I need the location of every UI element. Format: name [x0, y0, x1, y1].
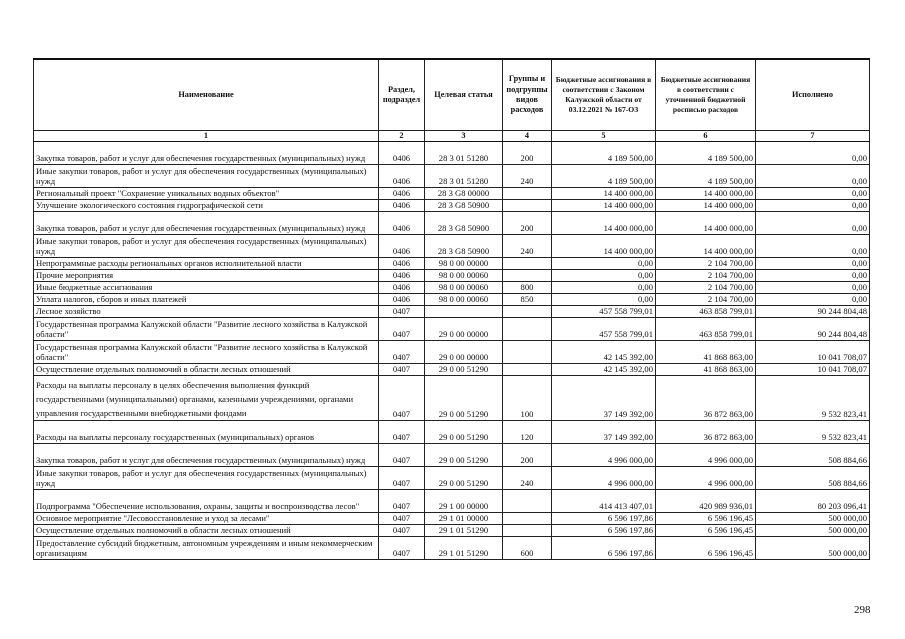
row-section: 0406	[379, 200, 425, 212]
row-target: 29 0 00 51290	[425, 421, 503, 444]
row-section: 0407	[379, 376, 425, 421]
row-updated: 4 996 000,00	[656, 467, 756, 490]
row-target: 28 3 01 51280	[425, 165, 503, 188]
table-row	[34, 490, 870, 513]
row-executed: 508 884,66	[756, 467, 870, 490]
header-row	[34, 59, 870, 131]
row-name: Иные бюджетные ассигнования	[34, 282, 379, 294]
row-updated: 4 189 500,00	[656, 142, 756, 165]
table-row	[34, 165, 870, 188]
row-updated: 4 996 000,00	[656, 444, 756, 467]
row-executed: 500 000,00	[756, 513, 870, 525]
row-name: Предоставление субсидий бюджетным, автономным учреждениям и иным некоммерческим организациям	[34, 537, 379, 560]
row-law: 6 596 197,86	[552, 513, 656, 525]
row-target: 28 3 G8 50900	[425, 212, 503, 235]
column-number: 4	[503, 131, 552, 142]
row-name: Лесное хозяйство	[34, 306, 379, 318]
row-law: 14 400 000,00	[552, 235, 656, 258]
table-row	[34, 341, 870, 364]
row-section: 0406	[379, 258, 425, 270]
row-name: Основное мероприятие "Лесовосстановление и уход за лесами"	[34, 513, 379, 525]
row-law: 0,00	[552, 258, 656, 270]
row-law: 6 596 197,86	[552, 525, 656, 537]
row-target: 28 3 G8 50900	[425, 235, 503, 258]
row-kind	[503, 341, 552, 364]
row-kind	[503, 258, 552, 270]
row-section: 0407	[379, 318, 425, 341]
row-target: 29 0 00 00000	[425, 341, 503, 364]
row-executed: 0,00	[756, 235, 870, 258]
row-law: 42 145 392,00	[552, 341, 656, 364]
row-law: 37 149 392,00	[552, 421, 656, 444]
column-number-row	[34, 131, 870, 142]
row-name: Подпрограмма "Обеспечение использования, охраны, защиты и воспроизводства лесов"	[34, 490, 379, 513]
header-law: Бюджетные ассигнования в соответствии с Законом Калужской области от 03.12.2021 № 167-ОЗ	[552, 59, 656, 131]
row-executed: 500 000,00	[756, 537, 870, 560]
row-section: 0407	[379, 306, 425, 318]
row-kind	[503, 513, 552, 525]
row-target: 29 1 01 51290	[425, 525, 503, 537]
row-law: 0,00	[552, 270, 656, 282]
row-section: 0407	[379, 444, 425, 467]
column-number: 5	[552, 131, 656, 142]
row-kind	[503, 270, 552, 282]
row-section: 0407	[379, 467, 425, 490]
row-law: 14 400 000,00	[552, 212, 656, 235]
page-number: 298	[854, 604, 871, 616]
row-kind	[503, 306, 552, 318]
row-kind: 120	[503, 421, 552, 444]
row-kind: 200	[503, 444, 552, 467]
table-row	[34, 318, 870, 341]
row-target: 29 1 01 00000	[425, 513, 503, 525]
row-name: Региональный проект "Сохранение уникальных водных объектов"	[34, 188, 379, 200]
header-name: Наименование	[34, 59, 379, 131]
row-kind	[503, 188, 552, 200]
row-law: 0,00	[552, 282, 656, 294]
row-name: Осуществление отдельных полномочий в области лесных отношений	[34, 525, 379, 537]
row-executed: 508 884,66	[756, 444, 870, 467]
row-section: 0406	[379, 294, 425, 306]
row-law: 37 149 392,00	[552, 376, 656, 421]
row-section: 0406	[379, 188, 425, 200]
row-executed: 9 532 823,41	[756, 421, 870, 444]
row-kind: 200	[503, 212, 552, 235]
row-updated: 2 104 700,00	[656, 270, 756, 282]
row-name: Иные закупки товаров, работ и услуг для обеспечения государственных (муниципальных) нужд	[34, 165, 379, 188]
row-kind	[503, 364, 552, 376]
row-name: Закупка товаров, работ и услуг для обеспечения государственных (муниципальных) нужд	[34, 142, 379, 165]
row-name: Уплата налогов, сборов и иных платежей	[34, 294, 379, 306]
row-executed: 0,00	[756, 165, 870, 188]
table-row	[34, 270, 870, 282]
row-section: 0406	[379, 212, 425, 235]
row-executed: 9 532 823,41	[756, 376, 870, 421]
row-kind: 100	[503, 376, 552, 421]
row-name: Прочие мероприятия	[34, 270, 379, 282]
table-row	[34, 200, 870, 212]
row-kind	[503, 200, 552, 212]
row-updated: 41 868 863,00	[656, 341, 756, 364]
row-law: 14 400 000,00	[552, 188, 656, 200]
row-executed: 80 203 096,41	[756, 490, 870, 513]
row-section: 0407	[379, 525, 425, 537]
row-updated: 14 400 000,00	[656, 235, 756, 258]
row-updated: 6 596 196,45	[656, 525, 756, 537]
header-executed: Исполнено	[756, 59, 870, 131]
table-row	[34, 537, 870, 560]
row-kind: 240	[503, 165, 552, 188]
column-number: 1	[34, 131, 379, 142]
row-section: 0406	[379, 235, 425, 258]
table-row	[34, 513, 870, 525]
table-row	[34, 306, 870, 318]
row-kind: 240	[503, 235, 552, 258]
row-law: 4 996 000,00	[552, 467, 656, 490]
row-kind: 800	[503, 282, 552, 294]
row-kind: 600	[503, 537, 552, 560]
budget-table	[33, 58, 870, 560]
row-name: Непрограммные расходы региональных органов исполнительной власти	[34, 258, 379, 270]
row-target: 29 1 01 51290	[425, 537, 503, 560]
row-updated: 2 104 700,00	[656, 294, 756, 306]
row-updated: 41 868 863,00	[656, 364, 756, 376]
column-number: 6	[656, 131, 756, 142]
row-updated: 463 858 799,01	[656, 306, 756, 318]
row-executed: 90 244 804,48	[756, 318, 870, 341]
row-target: 98 0 00 00060	[425, 294, 503, 306]
row-executed: 0,00	[756, 282, 870, 294]
header-groups: Группы и подгруппы видов расходов	[503, 59, 552, 131]
row-target: 28 3 G8 00000	[425, 188, 503, 200]
row-executed: 0,00	[756, 142, 870, 165]
row-law: 6 596 197,86	[552, 537, 656, 560]
row-target: 29 0 00 51290	[425, 364, 503, 376]
row-name: Закупка товаров, работ и услуг для обеспечения государственных (муниципальных) нужд	[34, 212, 379, 235]
row-section: 0407	[379, 513, 425, 525]
column-number: 7	[756, 131, 870, 142]
row-kind: 240	[503, 467, 552, 490]
row-section: 0406	[379, 282, 425, 294]
row-updated: 6 596 196,45	[656, 513, 756, 525]
table-row	[34, 525, 870, 537]
table-row	[34, 294, 870, 306]
row-target: 98 0 00 00060	[425, 282, 503, 294]
row-kind	[503, 318, 552, 341]
table-row	[34, 467, 870, 490]
row-name: Государственная программа Калужской области "Развитие лесного хозяйства в Калужской области"	[34, 318, 379, 341]
row-section: 0406	[379, 165, 425, 188]
row-name: Государственная программа Калужской области "Развитие лесного хозяйства в Калужской области"	[34, 341, 379, 364]
row-law: 457 558 799,01	[552, 318, 656, 341]
table-row	[34, 421, 870, 444]
row-target: 98 0 00 00060	[425, 270, 503, 282]
row-updated: 36 872 863,00	[656, 421, 756, 444]
row-name: Расходы на выплаты персоналу в целях обеспечения выполнения функций государственными (муниципальными) органами, казенными учреждениями, органами управления государственными внебюджетными фондами	[34, 376, 379, 421]
row-updated: 2 104 700,00	[656, 258, 756, 270]
row-executed: 0,00	[756, 294, 870, 306]
row-executed: 500 000,00	[756, 525, 870, 537]
table-row	[34, 142, 870, 165]
row-law: 14 400 000,00	[552, 200, 656, 212]
row-executed: 10 041 708,07	[756, 341, 870, 364]
table-row	[34, 188, 870, 200]
row-executed: 0,00	[756, 270, 870, 282]
column-number: 2	[379, 131, 425, 142]
table-row	[34, 376, 870, 421]
row-updated: 36 872 863,00	[656, 376, 756, 421]
row-name: Расходы на выплаты персоналу государственных (муниципальных) органов	[34, 421, 379, 444]
row-target: 28 3 G8 50900	[425, 200, 503, 212]
row-kind: 200	[503, 142, 552, 165]
row-executed: 0,00	[756, 258, 870, 270]
row-updated: 2 104 700,00	[656, 282, 756, 294]
table-row	[34, 364, 870, 376]
header-target: Целевая статья	[425, 59, 503, 131]
row-name: Осуществление отдельных полномочий в области лесных отношений	[34, 364, 379, 376]
row-updated: 14 400 000,00	[656, 200, 756, 212]
row-target	[425, 306, 503, 318]
row-section: 0407	[379, 364, 425, 376]
row-law: 0,00	[552, 294, 656, 306]
row-updated: 14 400 000,00	[656, 212, 756, 235]
row-name: Закупка товаров, работ и услуг для обеспечения государственных (муниципальных) нужд	[34, 444, 379, 467]
row-updated: 4 189 500,00	[656, 165, 756, 188]
column-number: 3	[425, 131, 503, 142]
row-executed: 0,00	[756, 212, 870, 235]
row-law: 4 189 500,00	[552, 165, 656, 188]
row-law: 42 145 392,00	[552, 364, 656, 376]
row-updated: 420 989 936,01	[656, 490, 756, 513]
row-law: 414 413 407,01	[552, 490, 656, 513]
table-row	[34, 282, 870, 294]
row-executed: 90 244 804,48	[756, 306, 870, 318]
row-updated: 14 400 000,00	[656, 188, 756, 200]
row-section: 0406	[379, 270, 425, 282]
row-updated: 463 858 799,01	[656, 318, 756, 341]
row-law: 4 996 000,00	[552, 444, 656, 467]
row-target: 98 0 00 00000	[425, 258, 503, 270]
row-target: 29 1 00 00000	[425, 490, 503, 513]
table-row	[34, 258, 870, 270]
row-name: Иные закупки товаров, работ и услуг для обеспечения государственных (муниципальных) нужд	[34, 467, 379, 490]
header-updated: Бюджетные ассигнования в соответствии с уточненной бюджетной росписью расходов	[656, 59, 756, 131]
row-section: 0407	[379, 421, 425, 444]
row-kind: 850	[503, 294, 552, 306]
row-name: Иные закупки товаров, работ и услуг для обеспечения государственных (муниципальных) нужд	[34, 235, 379, 258]
row-target: 28 3 01 51280	[425, 142, 503, 165]
row-section: 0407	[379, 341, 425, 364]
table-row	[34, 444, 870, 467]
row-executed: 0,00	[756, 200, 870, 212]
row-target: 29 0 00 00000	[425, 318, 503, 341]
row-target: 29 0 00 51290	[425, 444, 503, 467]
row-executed: 0,00	[756, 188, 870, 200]
row-section: 0407	[379, 537, 425, 560]
row-kind	[503, 525, 552, 537]
table-row	[34, 212, 870, 235]
row-law: 457 558 799,01	[552, 306, 656, 318]
row-kind	[503, 490, 552, 513]
row-law: 4 189 500,00	[552, 142, 656, 165]
row-updated: 6 596 196,45	[656, 537, 756, 560]
row-section: 0406	[379, 142, 425, 165]
row-executed: 10 041 708,07	[756, 364, 870, 376]
row-target: 29 0 00 51290	[425, 376, 503, 421]
row-target: 29 0 00 51290	[425, 467, 503, 490]
header-section: Раздел, подраздел	[379, 59, 425, 131]
table-row	[34, 235, 870, 258]
row-name: Улучшение экологического состояния гидрографической сети	[34, 200, 379, 212]
row-section: 0407	[379, 490, 425, 513]
